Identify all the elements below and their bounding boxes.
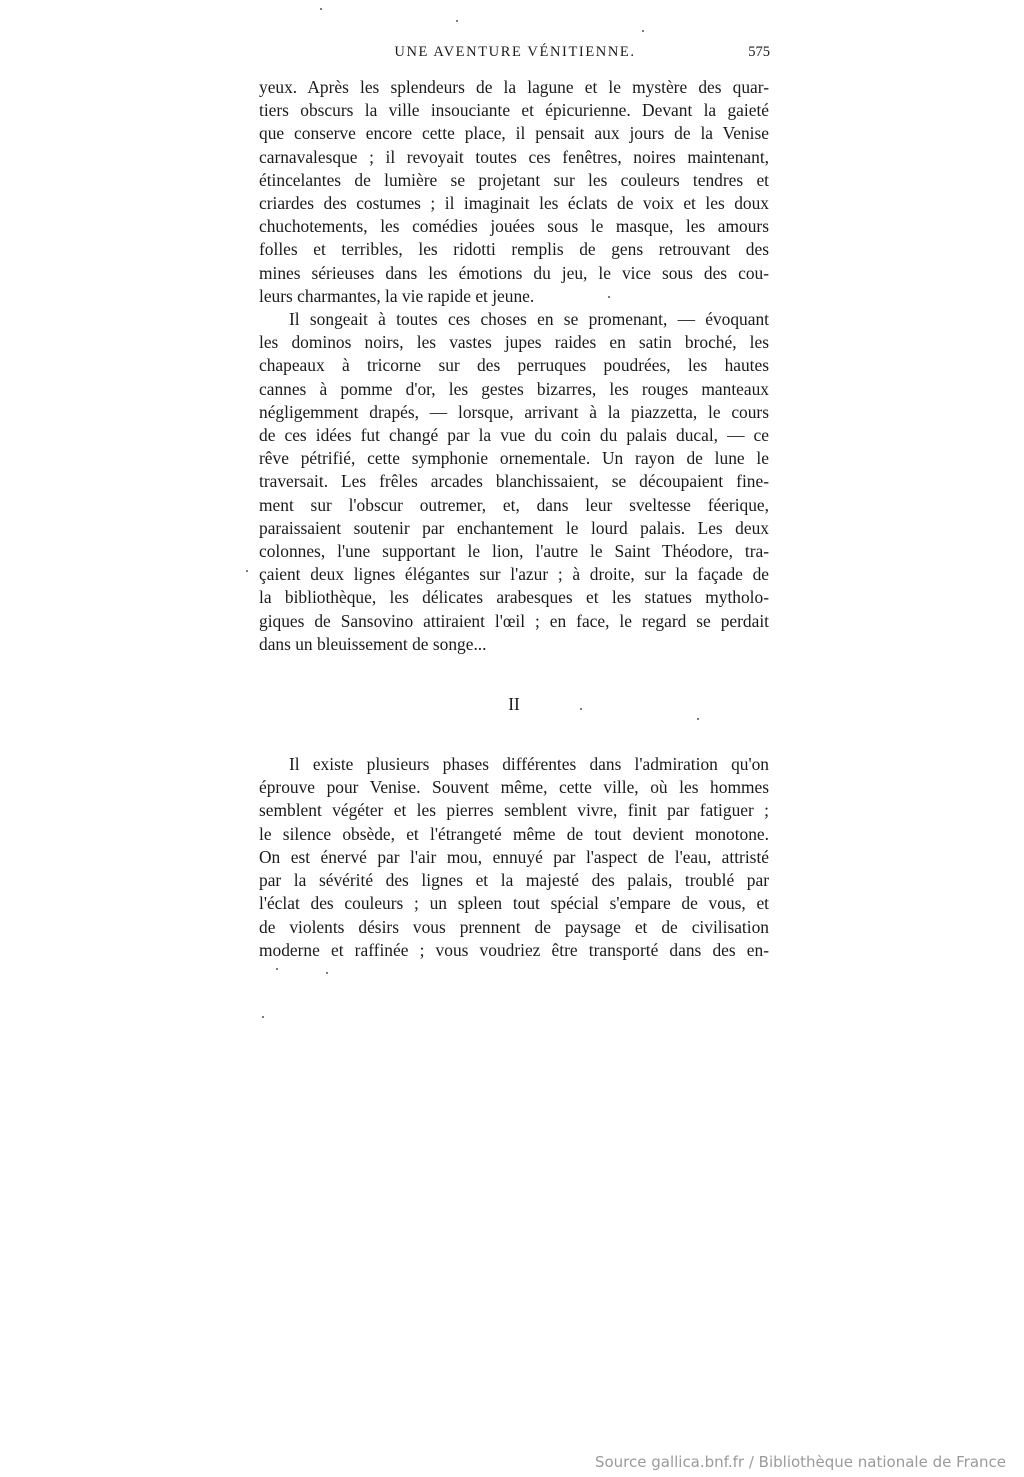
text-line: giques de Sansovino attiraient l'œil ; en face, le regard se perdait (259, 610, 769, 631)
text-line: çaient deux lignes élégantes sur l'azur ; à droite, sur la façade de (259, 564, 769, 585)
paragraph-1 (259, 76, 769, 308)
text-line: mines sérieuses dans les émotions du jeu, le vice sous des cou- (259, 262, 769, 283)
source-attribution: Source gallica.bnf.fr / Bibliothèque nationale de France (594, 1453, 1006, 1471)
text-line: par la sévérité des lignes et la majesté des palais, troublé par (259, 870, 769, 891)
text-line: semblent végéter et les pierres semblent vivre, finit par fatiguer ; (259, 800, 769, 821)
text-line: traversait. Les frêles arcades blanchissaient, se découpaient fine- (259, 471, 769, 492)
text-line: moderne et raffinée ; vous voudriez être transporté dans des en- (259, 939, 769, 960)
text-line: colonnes, l'une supportant le lion, l'autre le Saint Théodore, tra- (259, 541, 769, 562)
text-line: yeux. Après les splendeurs de la lagune et le mystère des quar- (259, 77, 769, 97)
text-line: folles et terribles, les ridotti remplis de gens retrouvant des (259, 239, 769, 260)
paragraph-3 (259, 753, 769, 962)
section-heading: II (508, 694, 520, 715)
text-line: cannes à pomme d'or, les gestes bizarres, les rouges manteaux (259, 378, 769, 399)
body-text (259, 76, 769, 962)
text-line: tiers obscurs la ville insouciante et épicurienne. Devant la gaieté (259, 100, 769, 121)
text-line: négligemment drapés, — lorsque, arrivant à la piazzetta, le cours (259, 401, 769, 422)
text-line: carnavalesque ; il revoyait toutes ces fenêtres, noires maintenant, (259, 146, 769, 167)
text-line: chapeaux à tricorne sur des perruques poudrées, les hautes (259, 355, 769, 376)
text-line: On est énervé par l'air mou, ennuyé par l'aspect de l'eau, attristé (259, 846, 769, 867)
text-line: Il songeait à toutes ces choses en se promenant, — évoquant (289, 309, 769, 330)
page-header (260, 42, 770, 66)
text-line: de ces idées fut changé par la vue du coin du palais ducal, — ce (259, 425, 769, 446)
page-number: 575 (748, 44, 770, 60)
text-line: les dominos noirs, les vastes jupes raides en satin broché, les (259, 332, 769, 353)
text-line: que conserve encore cette place, il pensait aux jours de la Venise (259, 123, 769, 144)
text-line: paraissaient soutenir par enchantement le lourd palais. Les deux (259, 517, 769, 538)
text-line: étincelantes de lumière se projetant sur les couleurs tendres et (259, 169, 769, 190)
text-line: rêve pétrifié, cette symphonie ornementale. Un rayon de lune le (259, 448, 769, 469)
section-spacer-bottom (259, 715, 769, 753)
running-title: UNE AVENTURE VÉNITIENNE. (394, 44, 636, 60)
paragraph-2 (259, 308, 769, 656)
text-line: le silence obsède, et l'étrangeté même de tout devient monotone. (259, 823, 769, 844)
text-line: criardes des costumes ; il imaginait les éclats de voix et les doux (259, 193, 769, 214)
text-line: de violents désirs vous prennent de paysage et de civilisation (259, 916, 769, 937)
text-line: éprouve pour Venise. Souvent même, cette ville, où les hommes (259, 777, 769, 798)
text-line: Il existe plusieurs phases différentes dans l'admiration qu'on (289, 754, 769, 775)
text-line: dans un bleuissement de songe... (259, 633, 487, 654)
text-line: chuchotements, les comédies jouées sous le masque, les amours (259, 216, 769, 237)
text-line: la bibliothèque, les délicates arabesques et les statues mytholo- (259, 587, 769, 608)
text-line: leurs charmantes, la vie rapide et jeune. (259, 285, 535, 306)
text-line: l'éclat des couleurs ; un spleen tout spécial s'empare de vous, et (259, 893, 769, 914)
text-line: ment sur l'obscur outremer, et, dans leur sveltesse féerique, (259, 494, 769, 515)
section-spacer-top (259, 656, 769, 694)
